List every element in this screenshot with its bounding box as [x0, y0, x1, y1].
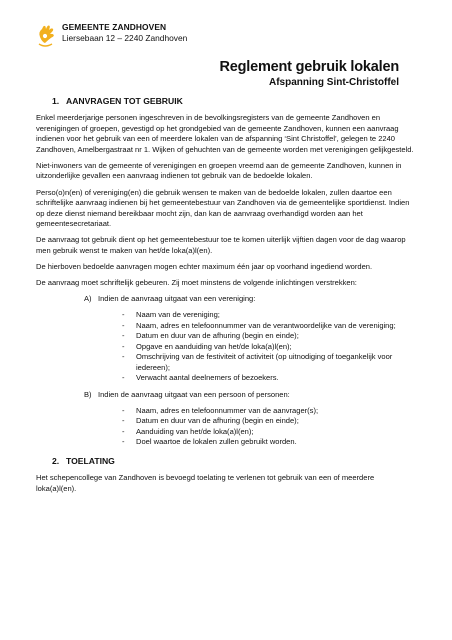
case-b	[84, 390, 416, 401]
list-item	[122, 373, 416, 384]
bullet-dash: -	[122, 405, 125, 415]
document-subtitle: Afspanning Sint-Christoffel	[269, 77, 399, 88]
organization-address: Liersebaan 12 – 2240 Zandhoven	[62, 33, 188, 43]
list-item	[122, 437, 416, 448]
document-title-block	[219, 58, 399, 89]
list-item-text: Datum en duur van de afhuring (begin en einde);	[136, 416, 299, 426]
bullet-dash: -	[122, 352, 125, 362]
case-b-list	[122, 406, 416, 448]
list-item	[122, 321, 416, 332]
section-heading	[52, 96, 416, 107]
list-item-text: Naam, adres en telefoonnummer van de aanvrager(s);	[136, 405, 319, 415]
sun-hand-logo-icon	[36, 23, 58, 49]
case-a-list	[122, 310, 416, 384]
case-label: B)	[84, 390, 92, 400]
paragraph: Het schepencollege van Zandhoven is bevoegd toelating te verlenen tot gebruik van een of meerdere loka(a)l(en).	[36, 473, 375, 493]
bullet-dash: -	[122, 373, 125, 383]
paragraph: Perso(o)n(en) of vereniging(en) die gebruik wensen te maken van de bedoelde lokalen, zullen daartoe een schriftelijke aanvraag indienen bij het gemeentebestuur van Zandhoven via de gemeentelijke sportdienst. Indien op deze dienst niemand bereikbaar mocht zijn, dan kan de aanvraag overhandigd worden aan het gemeentesecretariaat.	[36, 187, 410, 229]
list-item	[122, 427, 416, 438]
section-number: 2.	[52, 456, 60, 467]
list-item-text: Omschrijving van de festiviteit of activiteit (op uitnodiging of toegankelijk voor iedereen);	[136, 352, 393, 372]
paragraph: De aanvraag tot gebruik dient op het gemeentebestuur toe te komen uiterlijk vijftien dagen voor de dag waarop men gebruik wenst te maken van het/de loka(a)l(en).	[36, 235, 406, 256]
paragraph: Niet-inwoners van de gemeente of verenigingen en groepen vreemd aan de gemeente Zandhoven, kunnen in uitzonderlijke gevallen een aanvraag indienen tot gebruik van de bedoelde lokalen.	[36, 160, 402, 181]
list-item-text: Opgave en aanduiding van het/de loka(a)l(en);	[136, 341, 292, 351]
bullet-dash: -	[122, 309, 125, 319]
bullet-dash: -	[122, 341, 125, 351]
list-item-text: Naam van de vereniging;	[136, 309, 220, 319]
case-a	[84, 294, 416, 305]
bullet-dash: -	[122, 437, 125, 447]
letterhead	[36, 22, 187, 49]
bullet-dash: -	[122, 426, 125, 436]
list-item	[122, 406, 416, 417]
paragraph: Enkel meerderjarige personen ingeschreven in de bevolkingsregisters van de gemeente Zandhoven en verenigingen of groepen, gevestigd op het grondgebied van de gemeente Zandhoven, kunnen een aanvraag indienen voor het gebruik van een of meerdere lokalen van de afspanning ‘Sint Christoffel’, gelegen te 2240 Zandhoven, Amelbergastraat nr 1. Wijken of gehuchten van de gemeente worden met verenigingen gelijkgesteld.	[36, 113, 414, 154]
paragraph: De aanvraag moet schriftelijk gebeuren. Zij moet minstens de volgende inlichtingen verstrekken:	[36, 278, 357, 288]
list-item	[122, 331, 416, 342]
list-item	[122, 352, 416, 373]
section-number: 1.	[52, 96, 60, 106]
list-item-text: Naam, adres en telefoonnummer van de verantwoordelijke van de vereniging;	[136, 320, 396, 330]
section-title: AANVRAGEN TOT GEBRUIK	[66, 96, 183, 106]
list-item-text: Datum en duur van de afhuring (begin en einde);	[136, 331, 299, 341]
list-item	[122, 416, 416, 427]
list-item-text: Doel waartoe de lokalen zullen gebruikt worden.	[136, 437, 297, 447]
paragraph: De hierboven bedoelde aanvragen mogen echter maximum één jaar op voorhand ingediend worden.	[36, 262, 373, 272]
bullet-dash: -	[122, 320, 125, 330]
bullet-dash: -	[122, 416, 125, 426]
case-label: A)	[84, 294, 92, 304]
section-title: TOELATING	[66, 456, 115, 467]
bullet-dash: -	[122, 331, 125, 341]
list-item	[122, 310, 416, 321]
list-item-text: Verwacht aantal deelnemers of bezoekers.	[136, 373, 279, 383]
list-item	[122, 342, 416, 353]
section-heading	[52, 456, 416, 467]
case-text: Indien de aanvraag uitgaat van een persoon of personen:	[98, 390, 290, 400]
case-text: Indien de aanvraag uitgaat van een vereniging:	[98, 294, 256, 304]
organization-name: GEMEENTE ZANDHOVEN	[62, 22, 167, 32]
document-body	[36, 96, 416, 500]
document-title: Reglement gebruik lokalen	[219, 59, 399, 75]
list-item-text: Aanduiding van het/de loka(a)l(en);	[136, 426, 254, 436]
